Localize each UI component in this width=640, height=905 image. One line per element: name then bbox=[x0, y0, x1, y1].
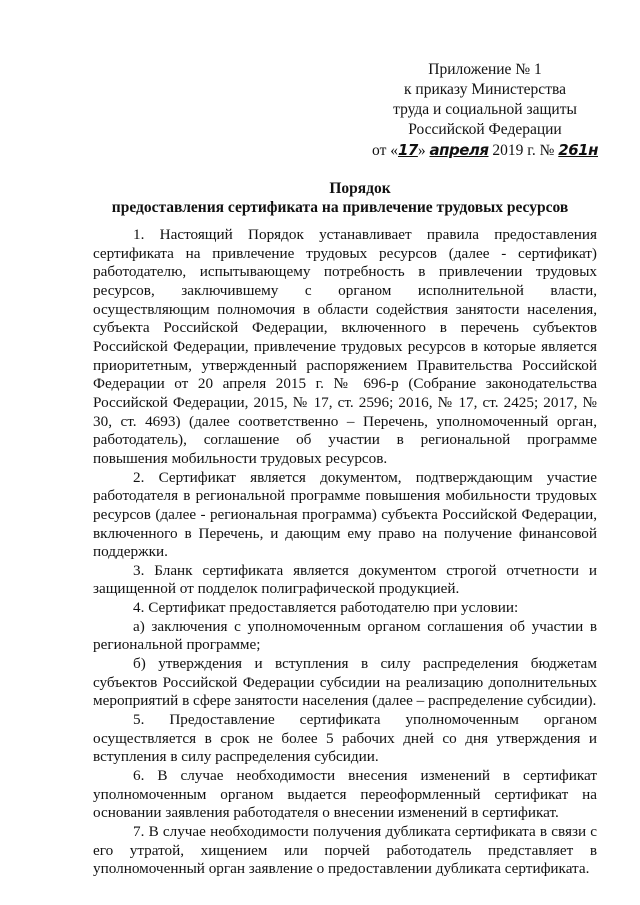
date-day-handwritten: 17 bbox=[397, 141, 418, 159]
order-reference: к приказу Министерства bbox=[404, 81, 566, 98]
date-prefix: от « bbox=[372, 142, 398, 159]
document-subtitle: предоставления сертификата на привлечение трудовых ресурсов bbox=[111, 199, 569, 216]
paragraph-5: 5. Предоставление сертификата уполномоченным органом осуществляется в срок не более 5 рабочих дней со дня утверждения и вступления в силу распределения субсидии. bbox=[93, 711, 597, 766]
country-name: Российской Федерации bbox=[408, 121, 562, 138]
approval-header bbox=[360, 60, 610, 161]
paragraph-7: 7. В случае необходимости получения дубликата сертификата в связи с его утратой, хищением или порчей работодатель представляет в уполномоченный орган заявление о предоставлении дубликата сертификата. bbox=[93, 823, 597, 878]
date-mid: » bbox=[417, 142, 430, 159]
paragraph-2: 2. Сертификат является документом, подтверждающим участие работодателя в региональной программе повышения мобильности трудовых ресурсов (далее - региональная программа) субъекта Российской Федерации, включенного в Перечень, и дающим ему право на получение финансовой поддержки. bbox=[93, 468, 597, 561]
document-body bbox=[93, 226, 597, 879]
paragraph-4a: а) заключения с уполномоченным органом соглашения об участии в региональной программе; bbox=[93, 617, 597, 654]
ministry-name: труда и социальной защиты bbox=[393, 101, 577, 118]
order-date-line bbox=[360, 140, 610, 161]
paragraph-4: 4. Сертификат предоставляется работодателю при условии: bbox=[133, 599, 519, 617]
date-month-handwritten: апреля bbox=[429, 141, 489, 159]
order-number-handwritten: 261н bbox=[558, 141, 598, 159]
appendix-number: Приложение № 1 bbox=[428, 61, 542, 78]
paragraph-4b: б) утверждения и вступления в силу распределения бюджетам субъектов Российской Федерации субсидии на реализацию дополнительных мероприятий в сфере занятости населения (далее – распределение субсидии). bbox=[93, 655, 597, 710]
paragraph-3: 3. Бланк сертификата является документом строгой отчетности и защищенной от подделок полиграфической продукцией. bbox=[93, 561, 597, 598]
document-title: Порядок bbox=[329, 180, 391, 197]
paragraph-6: 6. В случае необходимости внесения изменений в сертификат уполномоченным органом выдается переоформленный сертификат на основании заявления работодателя о внесении изменений в сертификат. bbox=[93, 767, 597, 822]
date-year: 2019 г. № bbox=[488, 142, 559, 159]
paragraph-1: 1. Настоящий Порядок устанавливает правила предоставления сертификата на привлечение трудовых ресурсов (далее - сертификат) работодателю, испытывающему потребность в привлечении трудовых ресурсов, заключившему с органом исполнительной власти, осуществляющим полномочия в области содействия занятости населения, субъекта Российской Федерации, включенного в перечень субъектов Российской Федерации, привлечение трудовых ресурсов в которые является приоритетным, утвержденный распоряжением Правительства Российской Федерации от 20 апреля 2015 г. № 696-р (Собрание законодательства Российской Федерации, 2015, № 17, ст. 2596; 2016, № 17, ст. 2425; 2017, № 30, ст. 4693) (далее соответственно – Перечень, уполномоченный орган, работодатель), соглашение об участии в региональной программе повышения мобильности трудовых ресурсов. bbox=[93, 226, 597, 467]
